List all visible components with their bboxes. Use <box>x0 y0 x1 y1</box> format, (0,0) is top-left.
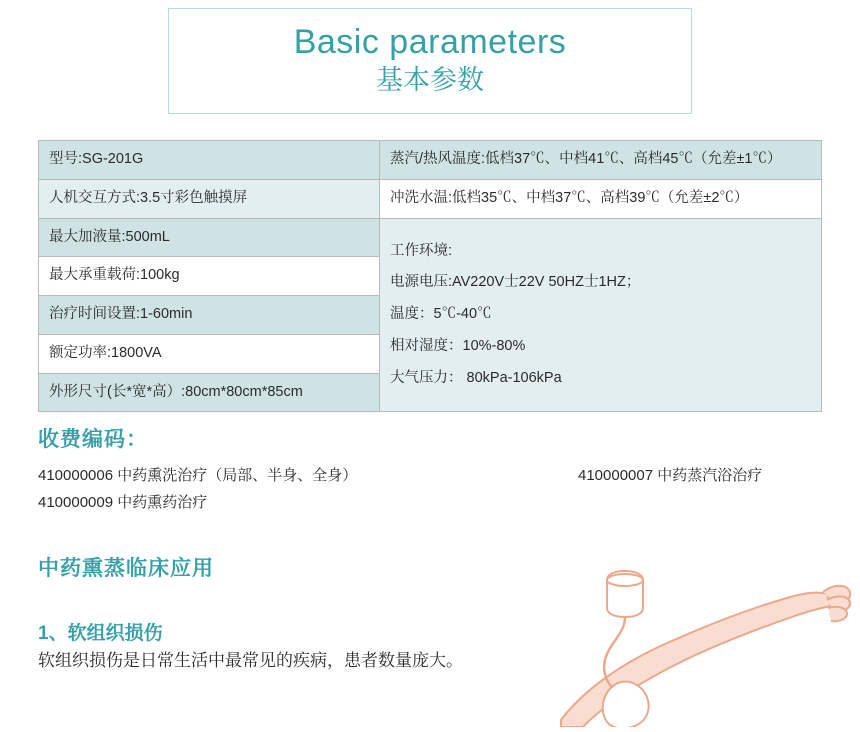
page-title-chinese: 基本参数 <box>376 65 484 96</box>
table-row <box>39 218 822 257</box>
specification-table <box>38 140 822 412</box>
environment-line-pressure: 大气压力： 80kPa-106kPa <box>390 369 562 386</box>
spec-model-cell: 型号:SG-201G <box>39 141 380 180</box>
billing-code-410000009: 410000009 中药熏药治疗 <box>38 494 208 511</box>
spec-dimensions-cell: 外形尺寸(长*宽*高）:80cm*80cm*85cm <box>39 373 380 412</box>
spec-water-temp-cell: 冲洗水温:低档35℃、中档37℃、高档39℃（允差±2℃） <box>380 179 822 218</box>
environment-title: 工作环境: <box>390 242 453 259</box>
page-header-banner <box>168 8 692 114</box>
billing-code-410000006: 410000006 中药熏洗治疗（局部、半身、全身） <box>38 467 358 484</box>
clinical-application-title: 中药熏蒸临床应用 <box>38 557 214 580</box>
spec-max-liquid-cell: 最大加液量:500mL <box>39 218 380 257</box>
clinical-item-body: 软组织损伤是日常生活中最常见的疾病，患者数量庞大。 <box>38 651 463 670</box>
list-item <box>38 489 828 516</box>
page-title-english: Basic parameters <box>293 22 567 61</box>
list-item <box>38 462 828 489</box>
table-row <box>39 141 822 180</box>
billing-code-410000007: 410000007 中药蒸汽浴治疗 <box>578 467 763 484</box>
arm-treatment-illustration <box>555 570 855 727</box>
billing-codes-title: 收费编码： <box>38 428 148 451</box>
environment-line-temperature: 温度：5℃-40℃ <box>390 306 492 322</box>
spec-steam-temp-cell: 蒸汽/热风温度:低档37℃、中档41℃、高档45℃（允差±1℃） <box>380 141 822 180</box>
spec-max-load-cell: 最大承重载荷:100kg <box>39 257 380 296</box>
environment-line-humidity: 相对湿度：10%-80% <box>390 337 526 354</box>
spec-environment-cell <box>380 218 822 412</box>
table-row <box>39 179 822 218</box>
spec-interface-cell: 人机交互方式:3.5寸彩色触摸屏 <box>39 179 380 218</box>
clinical-item-heading: 1、软组织损伤 <box>38 623 163 644</box>
environment-line-voltage: 电源电压:AV220V士22V 50HZ士1HZ； <box>390 274 641 291</box>
spec-rated-power-cell: 额定功率:1800VA <box>39 334 380 373</box>
spec-treatment-time-cell: 治疗时间设置:1-60min <box>39 296 380 335</box>
billing-codes-list <box>38 462 828 516</box>
